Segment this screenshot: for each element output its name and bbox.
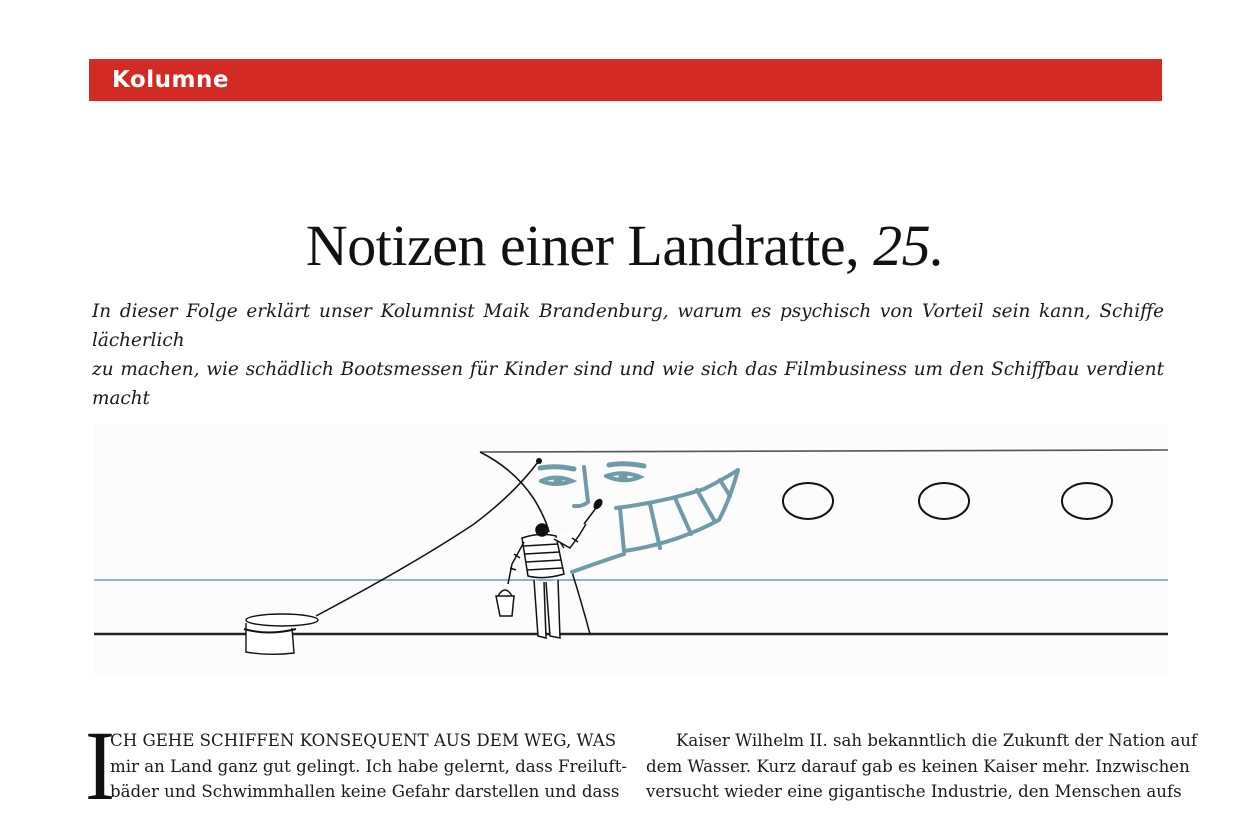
body-line: CH GEHE SCHIFFEN KONSEQUENT AUS DEM WEG, WAS [110,731,617,750]
porthole-1 [783,483,833,519]
section-header-bar [89,59,1162,101]
mooring-rope [316,462,538,616]
article-issue-number: 25. [873,213,945,278]
article-title-main: Notizen einer Landratte, [305,213,860,278]
body-column-right [646,728,1198,805]
article-title [0,210,1250,282]
bow-curve [480,452,549,532]
hull-stem-line [572,572,590,634]
section-label: Kolumne [112,67,229,93]
deck-line: In dieser Folge erklärt unser Kolumnist Maik Brandenburg, warum es psychisch von Vorteil sein kann, Schiffe lächerlich [92,301,1164,351]
body-line: mir an Land ganz gut gelingt. Ich habe gelernt, dass Freiluft- [110,756,627,776]
porthole-3 [1062,483,1112,519]
drop-cap: I [85,726,115,802]
deck-line: zu machen, wie schädlich Bootsmessen für Kinder sind und wie sich das Filmbusiness um den Schiffbau verdient macht [92,359,1164,409]
article-deck [92,297,1164,413]
ship-painting-illustration [94,424,1168,674]
body-line: Kaiser Wilhelm II. sah bekanntlich die Zukunft der Nation auf [676,731,1198,750]
body-line: versucht wieder eine gigantische Industrie, den Menschen aufs [646,782,1182,801]
article-illustration [94,424,1168,674]
body-line: dem Wasser. Kurz darauf gab es keinen Kaiser mehr. Inzwischen [646,756,1190,776]
painted-face [540,464,738,572]
hull-deck-line [480,450,1168,452]
body-line: bäder und Schwimmhallen keine Gefahr darstellen und dass [110,782,620,801]
porthole-2 [919,483,969,519]
body-column-left [110,728,627,805]
